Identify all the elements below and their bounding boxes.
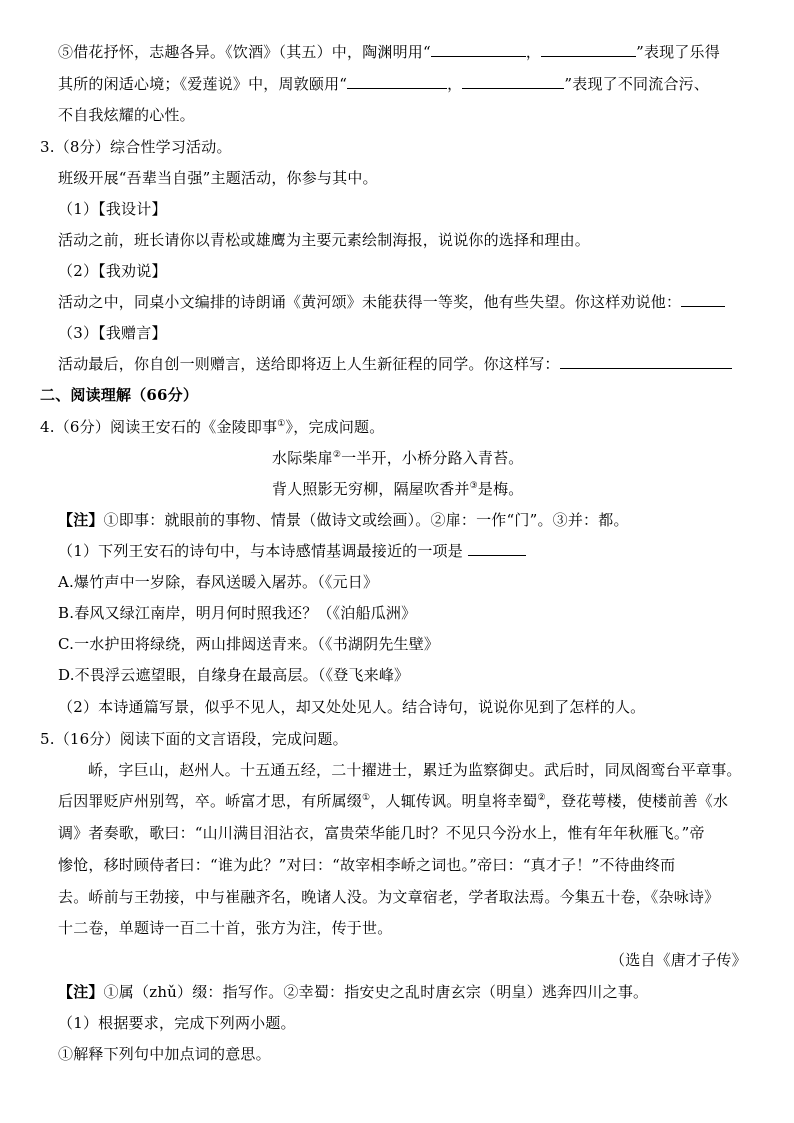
- answer-blank[interactable]: [468, 541, 526, 556]
- q3-sub1-title: （1）【我设计】: [58, 200, 167, 218]
- q4-header-sup: ①: [277, 419, 286, 429]
- q2-item5-text-b: ”表现了乐得: [636, 43, 720, 61]
- answer-blank[interactable]: [347, 74, 447, 89]
- q5-header: 5.（16分）阅读下面的文言语段，完成问题。: [40, 730, 348, 748]
- q3-sub3-title: （3）【我赠言】: [58, 324, 167, 342]
- q5-passage-line4: 惨怆，移时顾侍者曰：“谁为此？”对曰：“故宰相李峤之词也。”帝曰：“真才子！”不待曲终而: [58, 856, 676, 874]
- q2-item5-text-c: 其所的闲适心境；《爱莲说》中，周敦颐用“: [58, 75, 348, 93]
- q4-header-text: 4.（6分）阅读王安石的《金陵即事: [40, 418, 278, 436]
- q5-passage-line5: 去。峤前与王勃接，中与崔融齐名，晚诸人没。为文章宿老，学者取法焉。今集五十卷，《杂咏诗》: [58, 888, 720, 906]
- q3-sub2-text: 活动之中，同桌小文编排的诗朗诵《黄河颂》未能获得一等奖，他有些失望。你这样劝说他：: [58, 293, 682, 311]
- passage-text: ，人辄传讽。明皇将幸蜀: [370, 792, 538, 810]
- q4-option-c[interactable]: C.一水护田将绿绕，两山排闼送青来。（《书湖阴先生壁》: [58, 635, 440, 653]
- q4-poem-line2: [272, 479, 524, 499]
- passage-sup: ②: [537, 793, 546, 803]
- q4-poem-line1: [272, 448, 524, 468]
- q5-sub1: （1）根据要求，完成下列两小题。: [58, 1014, 296, 1032]
- q4-sub2: （2）本诗通篇写景，似乎不见人，却又处处见人。结合诗句，说说你见到了怎样的人。: [58, 698, 646, 716]
- q5-sub1-1: ①解释下列句中加点词的意思。: [58, 1045, 271, 1063]
- q5-passage-line3: 调》者奏歌，歌曰：“山川满目泪沾衣，富贵荣华能几时？不见只今汾水上，惟有年年秋雁飞。”帝: [58, 824, 705, 842]
- q4-option-b[interactable]: B.春风又绿江南岸，明月何时照我还？（《泊船瓜洲》: [58, 604, 417, 622]
- poem-text: 一半开，小桥分路入青苔。: [341, 449, 524, 467]
- poem-text: 水际柴扉: [272, 449, 333, 467]
- q5-passage-line2: [58, 791, 728, 811]
- q3-sub3-text: 活动最后，你自创一则赠言，送给即将迈上人生新征程的同学。你这样写：: [58, 355, 560, 373]
- poem-sup: ②: [332, 450, 342, 460]
- passage-text: ，登花萼楼，使楼前善《水: [545, 792, 729, 810]
- q2-item5-text-d: ”表现了不同流合污、: [564, 75, 710, 93]
- answer-blank[interactable]: [462, 74, 564, 89]
- q2-item5-line2: [58, 74, 709, 94]
- q4-header: [40, 417, 384, 437]
- passage-text: 后因罪贬庐州别驾，卒。峤富才思，有所属缀: [58, 792, 363, 810]
- passage-sup: ①: [362, 793, 371, 803]
- poem-text: 是梅。: [477, 480, 524, 498]
- q4-option-a[interactable]: A.爆竹声中一岁除，春风送暖入屠苏。（《元日》: [58, 573, 379, 591]
- q3-sub2-title: （2）【我劝说】: [58, 262, 167, 280]
- q2-item5-text-a: ⑤借花抒怀，志趣各异。《饮酒》（其五）中，陶渊明用“: [58, 43, 431, 61]
- q2-item5-sep2: ，: [447, 75, 463, 93]
- poem-text: 背人照影无穷柳，隔屋吹香并: [272, 480, 470, 498]
- q2-item5-line1: [58, 42, 720, 62]
- answer-blank[interactable]: [681, 292, 725, 307]
- poem-sup: ③: [469, 481, 478, 491]
- q3-sub3-line: [58, 354, 732, 374]
- q4-note: [58, 510, 629, 530]
- q4-sub1-text: （1）下列王安石的诗句中，与本诗感情基调最接近的一项是: [58, 542, 463, 560]
- q5-passage-line1: 峤，字巨山，赵州人。十五通五经，二十擢进士，累迁为监察御史。武后时，同凤阁鸾台平章事。: [88, 761, 742, 779]
- q3-sub1-text: 活动之前，班长请你以青松或雄鹰为主要元素绘制海报，说说你的选择和理由。: [58, 231, 591, 249]
- note-text: ①属（zhǔ）缀：指写作。②幸蜀：指安史之乱时唐玄宗（明皇）逃奔四川之事。: [103, 983, 649, 1001]
- q3-header: 3.（8分）综合性学习活动。: [40, 138, 232, 156]
- q3-intro: 班级开展“吾辈当自强”主题活动，你参与其中。: [58, 169, 378, 187]
- q5-passage-line6: 十二卷，单题诗一百二十首，张方为注，传于世。: [58, 919, 393, 937]
- q5-source: （选自《唐才子传》: [610, 951, 747, 969]
- q4-sub1: [58, 541, 526, 561]
- note-label: 【注】: [58, 983, 104, 1001]
- q5-note: [58, 982, 648, 1002]
- q3-sub2-line: [58, 292, 725, 312]
- answer-blank[interactable]: [560, 354, 732, 369]
- note-text: ①即事：就眼前的事物、情景（做诗文或绘画）。②扉：一作“门”。③并：都。: [103, 511, 629, 529]
- note-label: 【注】: [58, 511, 104, 529]
- q4-option-d[interactable]: D.不畏浮云遮望眼，自缘身在最高层。（《登飞来峰》: [58, 666, 410, 684]
- q4-header-text-b: 》，完成问题。: [285, 418, 385, 436]
- q2-item5-line3: 不自我炫耀的心性。: [58, 106, 195, 124]
- q2-item5-sep: ，: [525, 43, 542, 61]
- answer-blank[interactable]: [541, 42, 636, 57]
- section2-title: 二、阅读理解（66分）: [40, 386, 199, 404]
- answer-blank[interactable]: [431, 42, 526, 57]
